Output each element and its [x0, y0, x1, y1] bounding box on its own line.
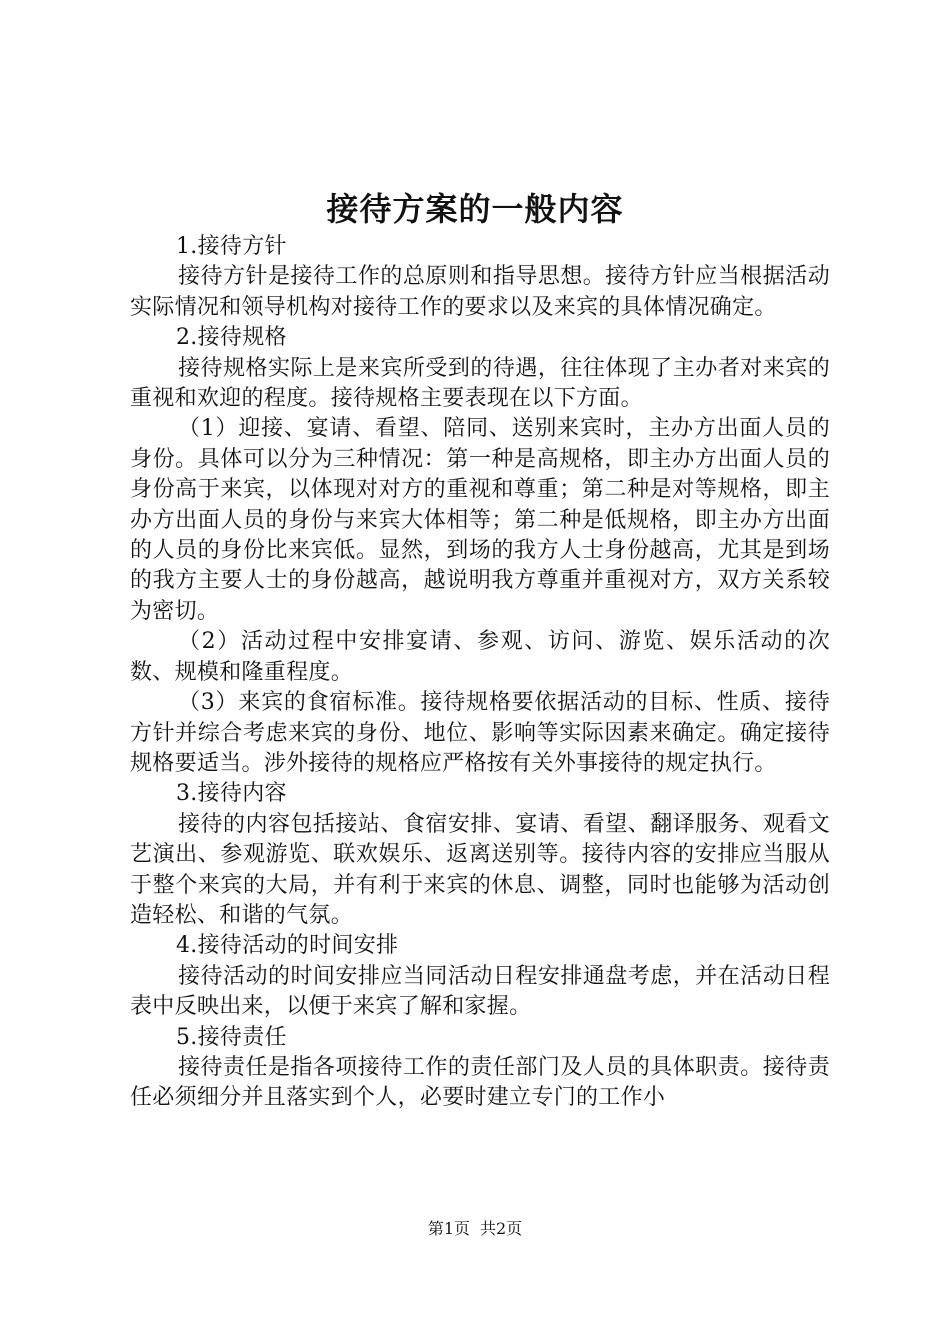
page-total: 共2页: [480, 1219, 523, 1238]
page-footer: [0, 1218, 950, 1240]
section-heading-3: 3.接待内容: [176, 781, 287, 807]
section-heading-5: 5.接待责任: [176, 1024, 287, 1050]
paragraph: 接待责任是指各项接待工作的责任部门及人员的具体职责。接待责任必须细分并且落实到个人，必要时建立专门的工作小: [130, 1054, 830, 1111]
section-heading-2: 2.接待规格: [176, 325, 287, 351]
section-heading-1: 1.接待方针: [176, 234, 287, 259]
paragraph: （1）迎接、宴请、看望、陪同、送别来宾时，主办方出面人员的身份。具体可以分为三种情况：第一种是高规格，即主办方出面人员的身份高于来宾，以体现对对方的重视和尊重；第二种是对等规格，即主办方出面人员的身份与来宾大体相等；第二种是低规格，即主办方出面的人员的身份比来宾低。显然，到场的我方人士身份越高，尤其是到场的我方主要人士的身份越高，越说明我方尊重并重视对方，双方关系较为密切。: [130, 416, 830, 624]
paragraph: 接待规格实际上是来宾所受到的待遇，往往体现了主办者对来宾的重视和欢迎的程度。接待规格主要表现在以下方面。: [130, 355, 830, 412]
section-heading-4: 4.接待活动的时间安排: [176, 933, 399, 959]
paragraph: 接待活动的时间安排应当同活动日程安排通盘考虑，并在活动日程表中反映出来，以便于来宾了解和家握。: [130, 963, 830, 1020]
paragraph: 接待方针是接待工作的总原则和指导思想。接待方针应当根据活动实际情况和领导机构对接待工作的要求以及来宾的具体情况确定。: [130, 264, 830, 320]
paragraph: （3）来宾的食宿标准。接待规格要依据活动的目标、性质、接待方针并综合考虑来宾的身份、地位、影响等实际因素来确定。确定接待规格要适当。涉外接待的规格应严格按有关外事接待的规定执行。: [130, 690, 830, 776]
document-body: [130, 232, 830, 1114]
paragraph: （2）活动过程中安排宴请、参观、访问、游览、娱乐活动的次数、规模和隆重程度。: [130, 629, 830, 685]
document-title: 接待方案的一般内容: [326, 190, 624, 228]
paragraph: 接待的内容包括接站、食宿安排、宴请、看望、翻译服务、观看文艺演出、参观游览、联欢娱乐、返离送别等。接待内容的安排应当服从于整个来宾的大局，并有利于来宾的休息、调整，同时也能够为活动创造轻松、和谐的气氛。: [130, 811, 830, 928]
page-number: 第1页: [427, 1219, 470, 1238]
